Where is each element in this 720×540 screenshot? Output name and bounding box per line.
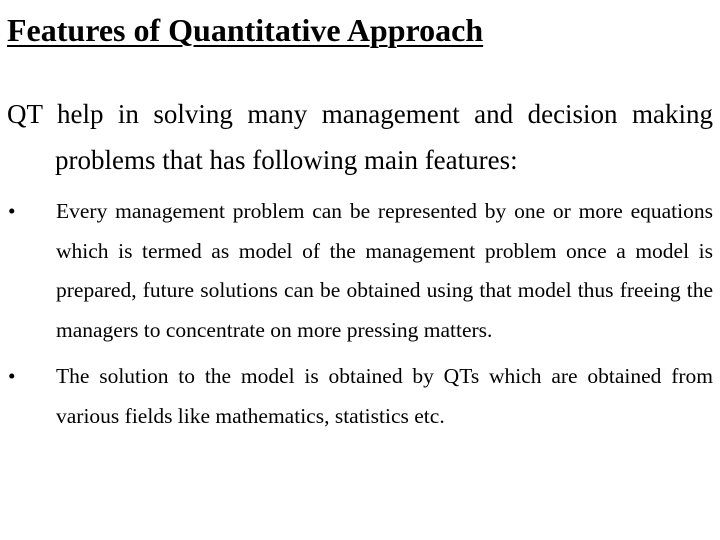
bullet-item (0, 192, 713, 350)
intro-paragraph: QT help in solving many management and decision making problems that has following main features: (7, 99, 713, 175)
slide-title: Features of Quantitative Approach (7, 12, 484, 48)
bullet-icon: • (8, 364, 16, 388)
bullet-item (0, 357, 713, 436)
bullet-text: The solution to the model is obtained by QTs which are obtained from various fields like mathematics, statistics etc. (56, 364, 713, 428)
bullet-text: Every management problem can be represented by one or more equations which is termed as model of the management problem once a model is prepared, future solutions can be obtained using that model thus freeing the managers to concentrate on more pressing matters. (56, 199, 713, 342)
bullet-icon: • (8, 199, 16, 223)
bullet-list (0, 192, 713, 443)
